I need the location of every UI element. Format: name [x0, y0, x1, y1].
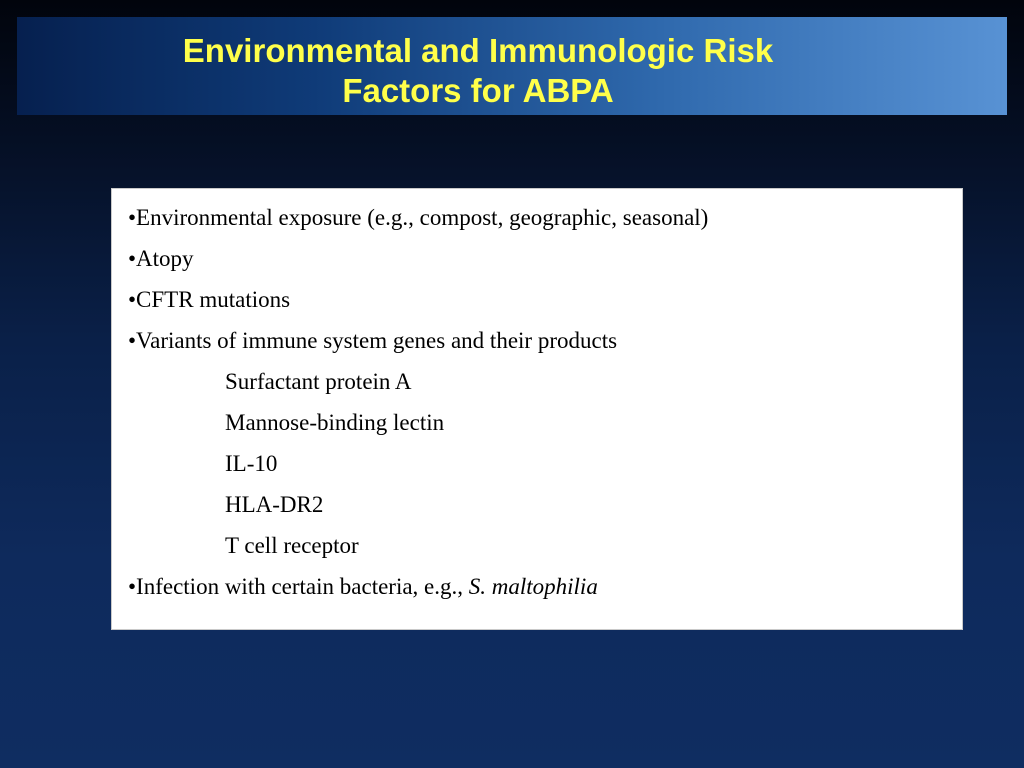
risk-factor-immune-genes: •Variants of immune system genes and their products: [128, 328, 618, 353]
sub-item-surfactant-protein: Surfactant protein A: [225, 369, 412, 394]
slide-title: [17, 31, 939, 111]
infection-text: •Infection with certain bacteria, e.g.,: [128, 574, 469, 599]
risk-factor-environmental: •Environmental exposure (e.g., compost, geographic, seasonal): [128, 205, 709, 230]
bacteria-name: S. maltophilia: [468, 574, 598, 599]
content-box: [111, 188, 963, 630]
risk-factor-cftr: •CFTR mutations: [128, 287, 291, 312]
risk-factor-atopy: •Atopy: [128, 246, 194, 271]
slide-title-line-1: Environmental and Immunologic Risk: [182, 32, 774, 69]
risk-factor-list: [128, 197, 708, 607]
risk-factor-infection: [128, 566, 708, 607]
slide-title-line-2: Factors for ABPA: [342, 72, 614, 109]
sub-item-mannose-binding-lectin: Mannose-binding lectin: [225, 410, 445, 435]
sub-item-il10: IL-10: [225, 451, 278, 476]
sub-item-hla-dr2: HLA-DR2: [225, 492, 324, 517]
sub-item-t-cell-receptor: T cell receptor: [225, 533, 359, 558]
